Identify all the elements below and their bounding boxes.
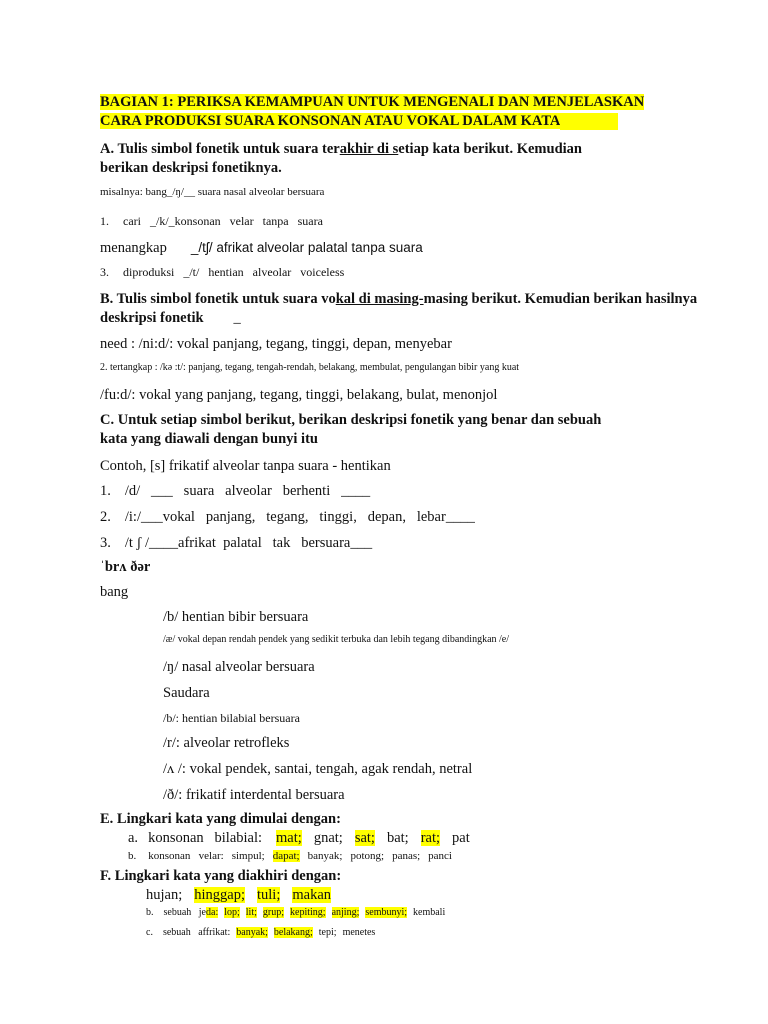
word-anjing[interactable]: anjing; [331, 907, 360, 918]
section-c-heading: C. Untuk setiap simbol berikut, berikan deskripsi fonetik yang benar dan sebuah [100, 412, 602, 428]
section-a-heading [100, 141, 582, 158]
word-saudara: Saudara [163, 685, 210, 701]
item-number: 3. [100, 535, 111, 551]
word-panci[interactable]: panci [428, 850, 452, 862]
item-lead: konsonan bilabial: [148, 830, 263, 846]
section-b-heading-post: masing berikut. Kemudian berikan hasilnya [423, 291, 698, 307]
desc-b2: /b/: hentian bilabial bersuara [163, 711, 300, 725]
word-rat[interactable]: rat; [420, 830, 441, 846]
section-b-heading-underlined: kal di masing- [335, 291, 424, 307]
desc-eth: /ð/: frikatif interdental bersuara [163, 787, 345, 803]
word-mat[interactable]: mat; [276, 830, 302, 846]
item-text: /i:/___vokal panjang, tegang, tinggi, depan, lebar____ [124, 509, 475, 525]
item-lead: sebuah affrikat: [162, 927, 231, 938]
section-a-item-1 [100, 214, 323, 229]
header-line-1 [100, 94, 644, 111]
section-a-example: misalnya: bang_/ŋ/__ suara nasal alveolar bersuara [100, 186, 325, 198]
header-line-2 [100, 113, 618, 130]
word-hinggap[interactable]: hinggap; [194, 887, 245, 903]
section-b-heading-line2-text: deskripsi fonetik [100, 310, 204, 326]
section-b-heading-pre: B. Tulis simbol fonetik untuk suara vo [100, 291, 336, 307]
item-text: /t ʃ /____afrikat palatal tak bersuara___ [124, 535, 373, 551]
item-label: b. [128, 850, 137, 862]
item-text: cari _/k/_konsonan velar tanpa suara [123, 214, 323, 228]
section-e-item-a [128, 830, 470, 847]
word-makan[interactable]: makan [292, 887, 332, 903]
word-pat[interactable]: pat [452, 830, 470, 846]
item-lead: konsonan velar: [148, 850, 224, 862]
word-hujan[interactable]: hujan; [146, 887, 183, 903]
item-label: a. [128, 830, 139, 846]
word-sembunyi[interactable]: sembunyi; [365, 907, 408, 918]
desc-ae: /æ/ vokal depan rendah pendek yang sedikit terbuka dan lebih tegang dibandingkan /e/ [163, 634, 510, 645]
header-title-1: BAGIAN 1: PERIKSA KEMAMPUAN UNTUK MENGENALI DAN MENJELASKAN [100, 94, 645, 110]
item-number: 1. [100, 483, 111, 499]
section-a-heading-pre: A. Tulis simbol fonetik untuk suara ter [100, 141, 340, 157]
section-b-item-2: 2. tertangkap : /kə :t/: panjang, tegang, tengah-rendah, belakang, membulat, pengulangan bibir yang kuat [100, 362, 520, 373]
section-a-heading-underlined: akhir di s [339, 141, 399, 157]
section-a-heading-line2: berikan deskripsi fonetiknya. [100, 160, 282, 176]
section-f-item-c [146, 927, 375, 938]
desc-r: /r/: alveolar retrofleks [163, 735, 290, 751]
section-c-item-1 [100, 483, 370, 500]
item-lead: sebuah je [163, 907, 206, 918]
item-number: 3. [100, 265, 109, 279]
section-f-heading: F. Lingkari kata yang diakhiri dengan: [100, 868, 342, 884]
word-panas[interactable]: panas; [392, 850, 421, 862]
word-banyak[interactable]: banyak; [307, 850, 343, 862]
item-word: menangkap [100, 240, 167, 256]
section-c-item-2 [100, 509, 475, 526]
desc-b: /b/ hentian bibir bersuara [163, 609, 309, 625]
word-lop[interactable]: lop; [224, 907, 240, 918]
word-jeda[interactable]: da: [206, 907, 219, 918]
desc-wedge: /ʌ /: vokal pendek, santai, tengah, agak rendah, netral [163, 761, 473, 777]
item-number: 2. [100, 509, 111, 525]
ipa-transcription: ˈbrʌ ðər [100, 559, 151, 575]
section-b-heading-mark: _ [233, 310, 241, 326]
section-c-heading-line2: kata yang diawali dengan bunyi itu [100, 431, 318, 447]
section-b-heading [100, 291, 697, 308]
word-kembali[interactable]: kembali [413, 907, 446, 918]
item-text: diproduksi _/t/ hentian alveolar voiceless [123, 265, 345, 279]
word-dapat[interactable]: dapat; [272, 850, 300, 862]
word-bat[interactable]: bat; [386, 830, 409, 846]
item-text: /d/ ___ suara alveolar berhenti ____ [124, 483, 371, 499]
section-e-item-b [128, 850, 452, 862]
section-b-heading-line2 [100, 310, 241, 327]
section-b-item-1: need : /ni:d/: vokal panjang, tegang, tinggi, depan, menyebar [100, 336, 452, 352]
section-e-heading: E. Lingkari kata yang dimulai dengan: [100, 811, 341, 827]
header-title-2: CARA PRODUKSI SUARA KONSONAN ATAU VOKAL DALAM KATA [100, 113, 561, 129]
section-c-item-3 [100, 535, 372, 552]
section-a-item-3 [100, 265, 344, 280]
item-label: c. [146, 927, 153, 938]
word-tepi[interactable]: tepi; [318, 927, 337, 938]
word-bang: bang [100, 584, 129, 600]
section-f-row-1 [146, 887, 331, 904]
desc-ng: /ŋ/ nasal alveolar bersuara [163, 659, 315, 675]
word-kepiting[interactable]: kepiting; [290, 907, 326, 918]
word-sat[interactable]: sat; [354, 830, 375, 846]
section-c-example: Contoh, [s] frikatif alveolar tanpa suara - hentikan [100, 458, 391, 474]
section-b-item-3: /fu:d/: vokal yang panjang, tegang, tinggi, belakang, bulat, menonjol [100, 387, 498, 403]
item-number: 1. [100, 214, 109, 228]
word-tuli[interactable]: tuli; [257, 887, 281, 903]
section-a-item-2 [100, 240, 423, 257]
word-potong[interactable]: potong; [350, 850, 385, 862]
word-gnat[interactable]: gnat; [313, 830, 343, 846]
section-f-item-b [146, 907, 445, 918]
word-simpul[interactable]: simpul; [231, 850, 265, 862]
word-menetes[interactable]: menetes [342, 927, 376, 938]
word-grup[interactable]: grup; [262, 907, 285, 918]
item-label: b. [146, 907, 154, 918]
section-a-heading-post: etiap kata berikut. Kemudian [398, 141, 582, 157]
word-belakang[interactable]: belakang; [273, 927, 313, 938]
item-text: _/tʃ/ afrikat alveolar palatal tanpa suara [190, 240, 423, 255]
word-lit[interactable]: lit; [245, 907, 257, 918]
word-banyak-f[interactable]: banyak; [236, 927, 268, 938]
